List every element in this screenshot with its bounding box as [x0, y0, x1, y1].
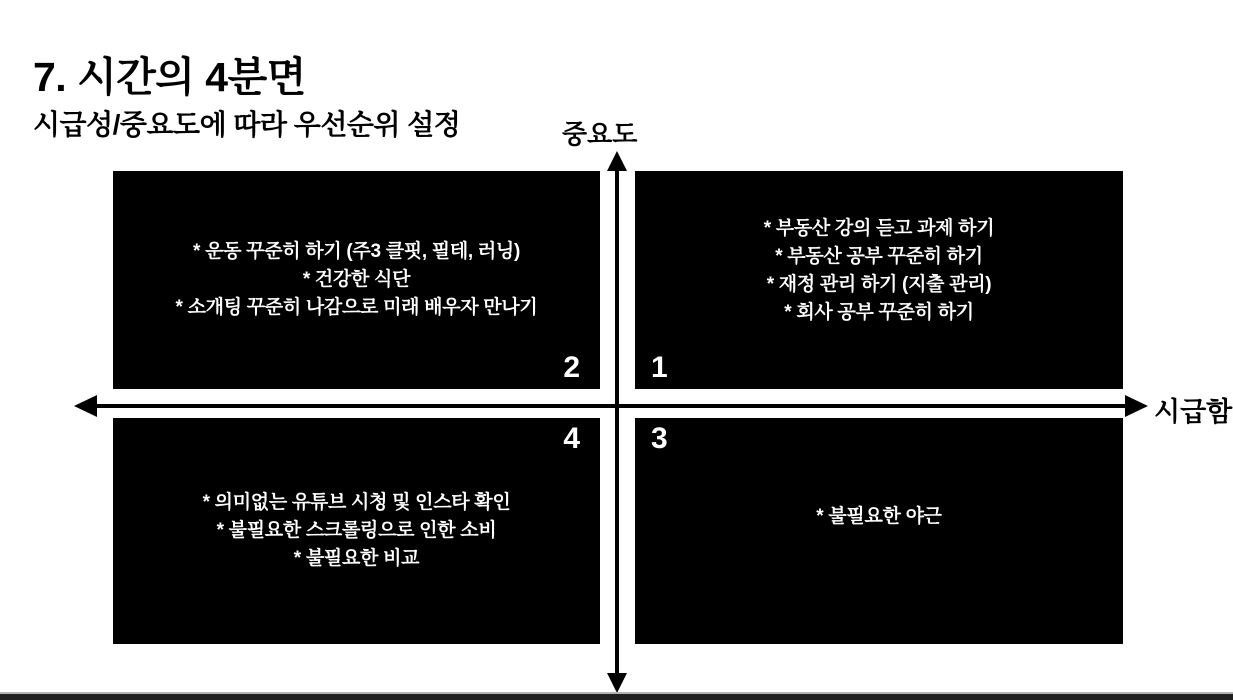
quadrant-item-line: * 불필요한 비교: [293, 548, 420, 569]
bottom-bar: [0, 692, 1233, 700]
arrowhead-down-icon: [607, 673, 627, 693]
quadrant-item-line: * 부동산 강의 듣고 과제 하기: [763, 218, 995, 239]
quadrant-2-number: 2: [563, 351, 580, 384]
quadrant-item-line: * 건강한 식단: [302, 269, 411, 290]
quadrant-3-number: 3: [651, 422, 668, 455]
page-subtitle: 시급성/중요도에 따라 우선순위 설정: [33, 109, 461, 140]
quadrant-1-box: [635, 171, 1123, 389]
quadrant-item-line: * 불필요한 스크롤링으로 인한 소비: [216, 520, 497, 541]
vertical-axis-label: 중요도: [562, 119, 638, 149]
quadrant-3-box: [635, 418, 1123, 644]
quadrant-2-box: [113, 171, 600, 389]
quadrant-4-items: [203, 489, 511, 573]
quadrant-2-items: [176, 238, 538, 322]
quadrant-item-line: * 소개팅 꾸준히 나감으로 미래 배우자 만나기: [175, 297, 538, 318]
quadrant-item-line: * 부동산 공부 꾸준히 하기: [775, 246, 983, 267]
arrowhead-left-icon: [74, 395, 97, 417]
quadrant-item-line: * 회사 공부 꾸준히 하기: [784, 302, 974, 323]
quadrant-item-line: * 의미없는 유튜브 시청 및 인스타 확인: [202, 492, 511, 513]
quadrant-item-line: * 운동 꾸준히 하기 (주3 클핏, 필테, 러닝): [193, 241, 520, 262]
quadrant-1-number: 1: [651, 351, 668, 384]
quadrant-1-items: [764, 215, 995, 345]
quadrant-4-number: 4: [563, 422, 580, 455]
quadrant-3-items: [816, 503, 941, 559]
arrowhead-up-icon: [607, 151, 627, 171]
quadrant-item-line: * 불필요한 야근: [816, 506, 942, 527]
horizontal-axis-label: 시급함: [1154, 397, 1233, 427]
quadrant-4-box: [113, 418, 600, 644]
arrowhead-right-icon: [1125, 395, 1148, 417]
quadrant-item-line: * 재정 관리 하기 (지출 관리): [766, 274, 992, 295]
page-title: 7. 시간의 4분면: [33, 54, 306, 100]
